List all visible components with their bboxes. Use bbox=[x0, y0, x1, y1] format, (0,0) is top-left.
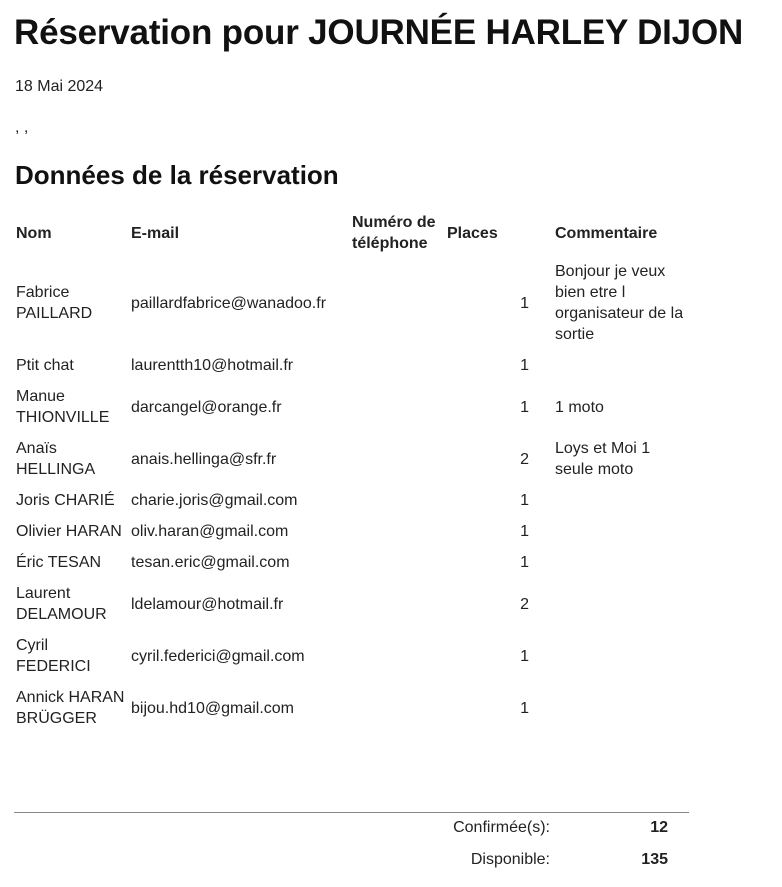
row-places: 1 bbox=[520, 699, 529, 717]
event-date: 18 Mai 2024 bbox=[15, 78, 104, 95]
row-places: 1 bbox=[520, 294, 529, 312]
table-row bbox=[14, 516, 687, 547]
row-places: 1 bbox=[520, 357, 529, 374]
row-name: Anaïs HELLINGA bbox=[16, 440, 96, 478]
confirmed-value: 12 bbox=[650, 819, 668, 836]
available-label: Disponible: bbox=[470, 851, 550, 868]
table-row bbox=[14, 433, 687, 485]
page-title: Réservation pour JOURNÉE HARLEY DIJON bbox=[14, 13, 744, 52]
row-email: oliv.haran@gmail.com bbox=[131, 523, 289, 540]
row-comment bbox=[531, 516, 687, 547]
header-comment: Commentaire bbox=[555, 224, 658, 242]
row-name: Cyril FEDERICI bbox=[16, 637, 91, 675]
row-places: 1 bbox=[520, 523, 529, 540]
row-comment bbox=[531, 485, 687, 516]
table-header-row bbox=[14, 210, 687, 256]
row-comment bbox=[531, 350, 687, 381]
table-row bbox=[14, 256, 687, 350]
totals-divider bbox=[14, 812, 689, 813]
row-name: Joris CHARIÉ bbox=[16, 492, 115, 509]
reservations-table bbox=[14, 210, 687, 734]
row-phone bbox=[350, 630, 445, 682]
row-comment: Loys et Moi 1 seule moto bbox=[555, 440, 651, 478]
table-row bbox=[14, 350, 687, 381]
row-comment bbox=[531, 682, 687, 734]
row-name: Éric TESAN bbox=[16, 554, 102, 571]
row-comment bbox=[531, 578, 687, 630]
row-email: laurentth10@hotmail.fr bbox=[131, 357, 294, 374]
row-places: 1 bbox=[520, 398, 529, 416]
row-places: 1 bbox=[520, 492, 529, 509]
row-comment bbox=[531, 630, 687, 682]
row-comment: 1 moto bbox=[555, 398, 604, 416]
row-phone bbox=[350, 516, 445, 547]
row-places: 2 bbox=[520, 450, 529, 468]
row-email: darcangel@orange.fr bbox=[131, 398, 282, 416]
available-value: 135 bbox=[641, 851, 668, 868]
row-phone bbox=[350, 256, 445, 350]
row-comment: Bonjour je veux bien etre l organisateur de la sortie bbox=[555, 263, 684, 343]
row-email: tesan.eric@gmail.com bbox=[131, 554, 290, 571]
row-phone bbox=[350, 350, 445, 381]
row-places: 2 bbox=[520, 595, 529, 613]
row-places: 1 bbox=[520, 647, 529, 665]
row-phone bbox=[350, 578, 445, 630]
row-places: 1 bbox=[520, 554, 529, 571]
table-row bbox=[14, 381, 687, 433]
event-address: , , bbox=[15, 119, 29, 136]
header-phone: Numéro de téléphone bbox=[352, 214, 436, 252]
table-row bbox=[14, 485, 687, 516]
row-name: Manue THIONVILLE bbox=[16, 388, 110, 426]
confirmed-label: Confirmée(s): bbox=[453, 819, 550, 836]
table-row bbox=[14, 682, 687, 734]
row-phone bbox=[350, 547, 445, 578]
header-email: E-mail bbox=[131, 224, 180, 242]
row-phone bbox=[350, 433, 445, 485]
table-row bbox=[14, 547, 687, 578]
row-phone bbox=[350, 682, 445, 734]
row-name: Ptit chat bbox=[16, 357, 74, 374]
row-name: Fabrice PAILLARD bbox=[16, 284, 93, 322]
table-row bbox=[14, 630, 687, 682]
row-email: bijou.hd10@gmail.com bbox=[131, 699, 294, 717]
row-phone bbox=[350, 381, 445, 433]
row-phone bbox=[350, 485, 445, 516]
table-row bbox=[14, 578, 687, 630]
row-email: ldelamour@hotmail.fr bbox=[131, 595, 284, 613]
row-name: Olivier HARAN bbox=[16, 523, 122, 540]
row-email: cyril.federici@gmail.com bbox=[131, 647, 305, 665]
section-title: Données de la réservation bbox=[15, 160, 339, 190]
row-name: Laurent DELAMOUR bbox=[16, 585, 107, 623]
row-email: paillardfabrice@wanadoo.fr bbox=[131, 294, 327, 312]
row-name: Annick HARAN BRÜGGER bbox=[16, 689, 125, 727]
header-name: Nom bbox=[16, 224, 52, 242]
row-email: anais.hellinga@sfr.fr bbox=[131, 450, 277, 468]
row-email: charie.joris@gmail.com bbox=[131, 492, 298, 509]
header-places: Places bbox=[447, 224, 498, 242]
table-body bbox=[14, 256, 687, 734]
row-comment bbox=[531, 547, 687, 578]
